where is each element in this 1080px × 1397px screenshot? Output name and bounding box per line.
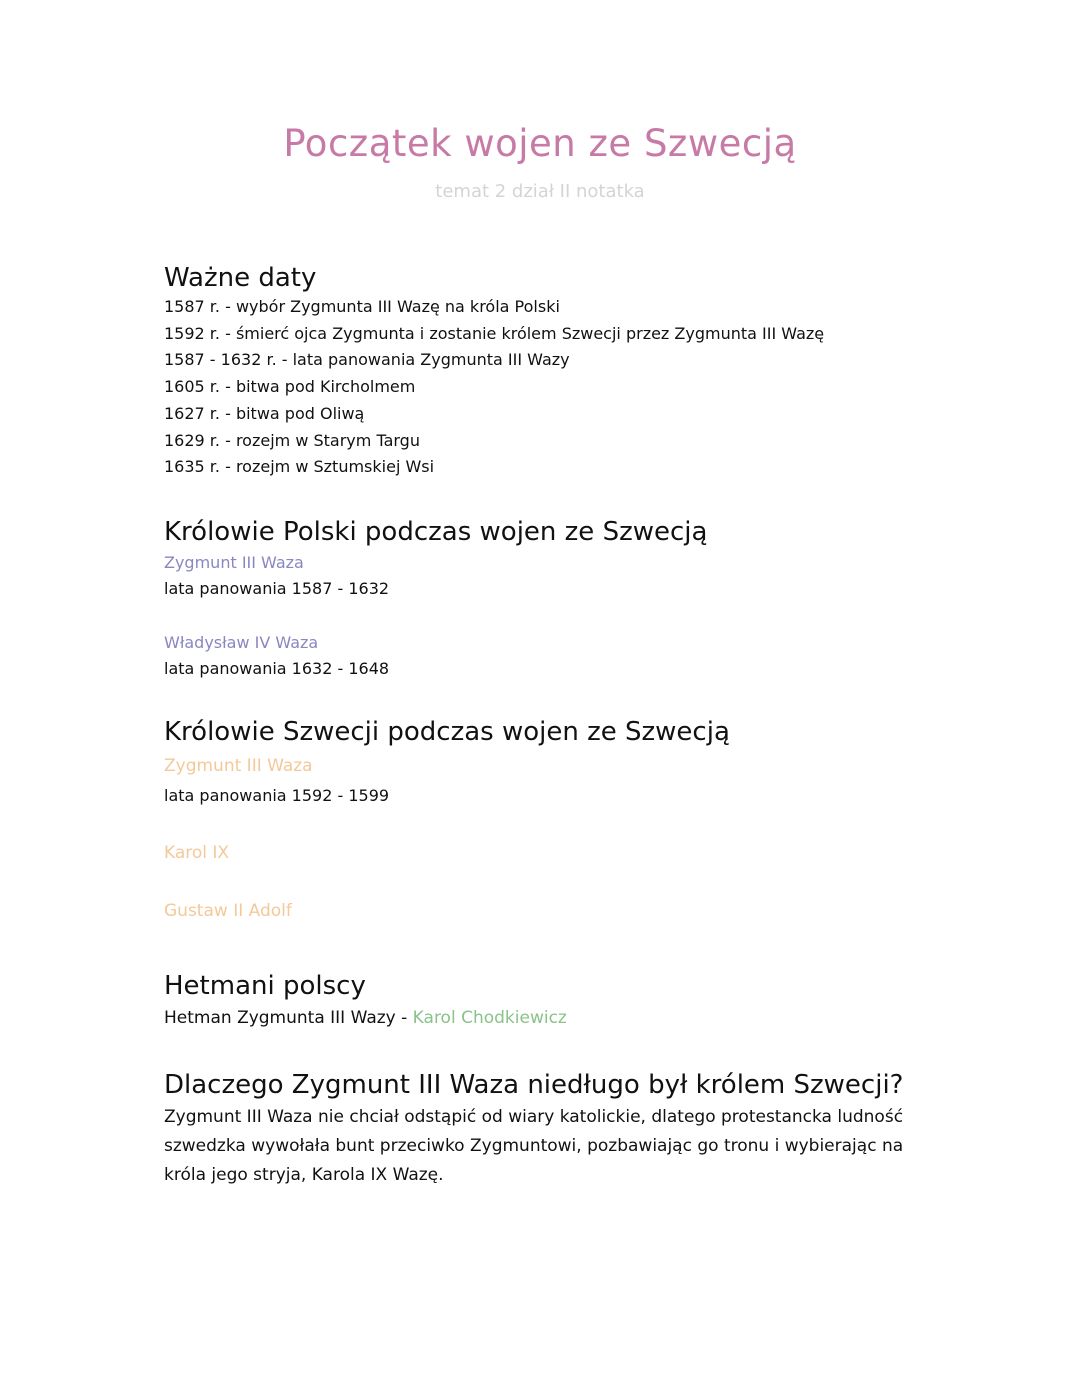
- polish-kings-section: [164, 514, 944, 682]
- swedish-kings-heading: Królowie Szwecji podczas wojen ze Szwecją: [164, 717, 730, 747]
- polish-king-name: Władysław IV Waza: [164, 633, 319, 652]
- dates-heading: Ważne daty: [164, 263, 317, 293]
- question-section: [164, 1067, 944, 1190]
- answer-paragraph: Zygmunt III Waza nie chciał odstąpić od wiary katolickie, dlatego protestancka ludność szwedzka wywołała bunt przeciwko Zygmuntowi, pozbawiając go tronu i wybierając na króla jego stryja, Karola IX Wazę.: [164, 1107, 904, 1185]
- polish-king-reign: lata panowania 1587 - 1632: [164, 579, 390, 598]
- page-title: Początek wojen ze Szwecją: [283, 122, 797, 165]
- hetmans-heading: Hetmani polscy: [164, 971, 366, 1001]
- hetmans-section: [164, 968, 944, 1032]
- date-item: 1627 r. - bitwa pod Oliwą: [164, 403, 365, 423]
- hetman-label: Hetman Zygmunta III Wazy -: [164, 1008, 413, 1028]
- hetman-name: Karol Chodkiewicz: [412, 1008, 567, 1028]
- polish-king-reign: lata panowania 1632 - 1648: [164, 659, 390, 678]
- swedish-king-reign: lata panowania 1592 - 1599: [164, 786, 390, 805]
- question-heading: Dlaczego Zygmunt III Waza niedługo był królem Szwecji?: [164, 1070, 904, 1100]
- swedish-king-name: Karol IX: [164, 843, 230, 863]
- hetman-line: [164, 1004, 944, 1032]
- date-item: 1587 r. - wybór Zygmunta III Wazę na króla Polski: [164, 297, 560, 316]
- date-item: 1629 r. - rozejm w Starym Targu: [164, 430, 420, 450]
- date-item: 1592 r. - śmierć ojca Zygmunta i zostanie królem Szwecji przez Zygmunta III Wazę: [164, 323, 825, 343]
- page-subtitle: temat 2 dział II notatka: [435, 181, 645, 202]
- date-item: 1587 - 1632 r. - lata panowania Zygmunta III Wazy: [164, 350, 570, 370]
- swedish-kings-section: [164, 714, 944, 926]
- swedish-king-name: Zygmunt III Waza: [164, 756, 313, 776]
- dates-list: [164, 294, 944, 481]
- swedish-king-name: Gustaw II Adolf: [164, 901, 292, 921]
- polish-king-name: Zygmunt III Waza: [164, 553, 304, 572]
- date-item: 1635 r. - rozejm w Sztumskiej Wsi: [164, 457, 435, 477]
- polish-kings-heading: Królowie Polski podczas wojen ze Szwecją: [164, 517, 708, 547]
- dates-section: [164, 260, 944, 481]
- date-item: 1605 r. - bitwa pod Kircholmem: [164, 377, 416, 397]
